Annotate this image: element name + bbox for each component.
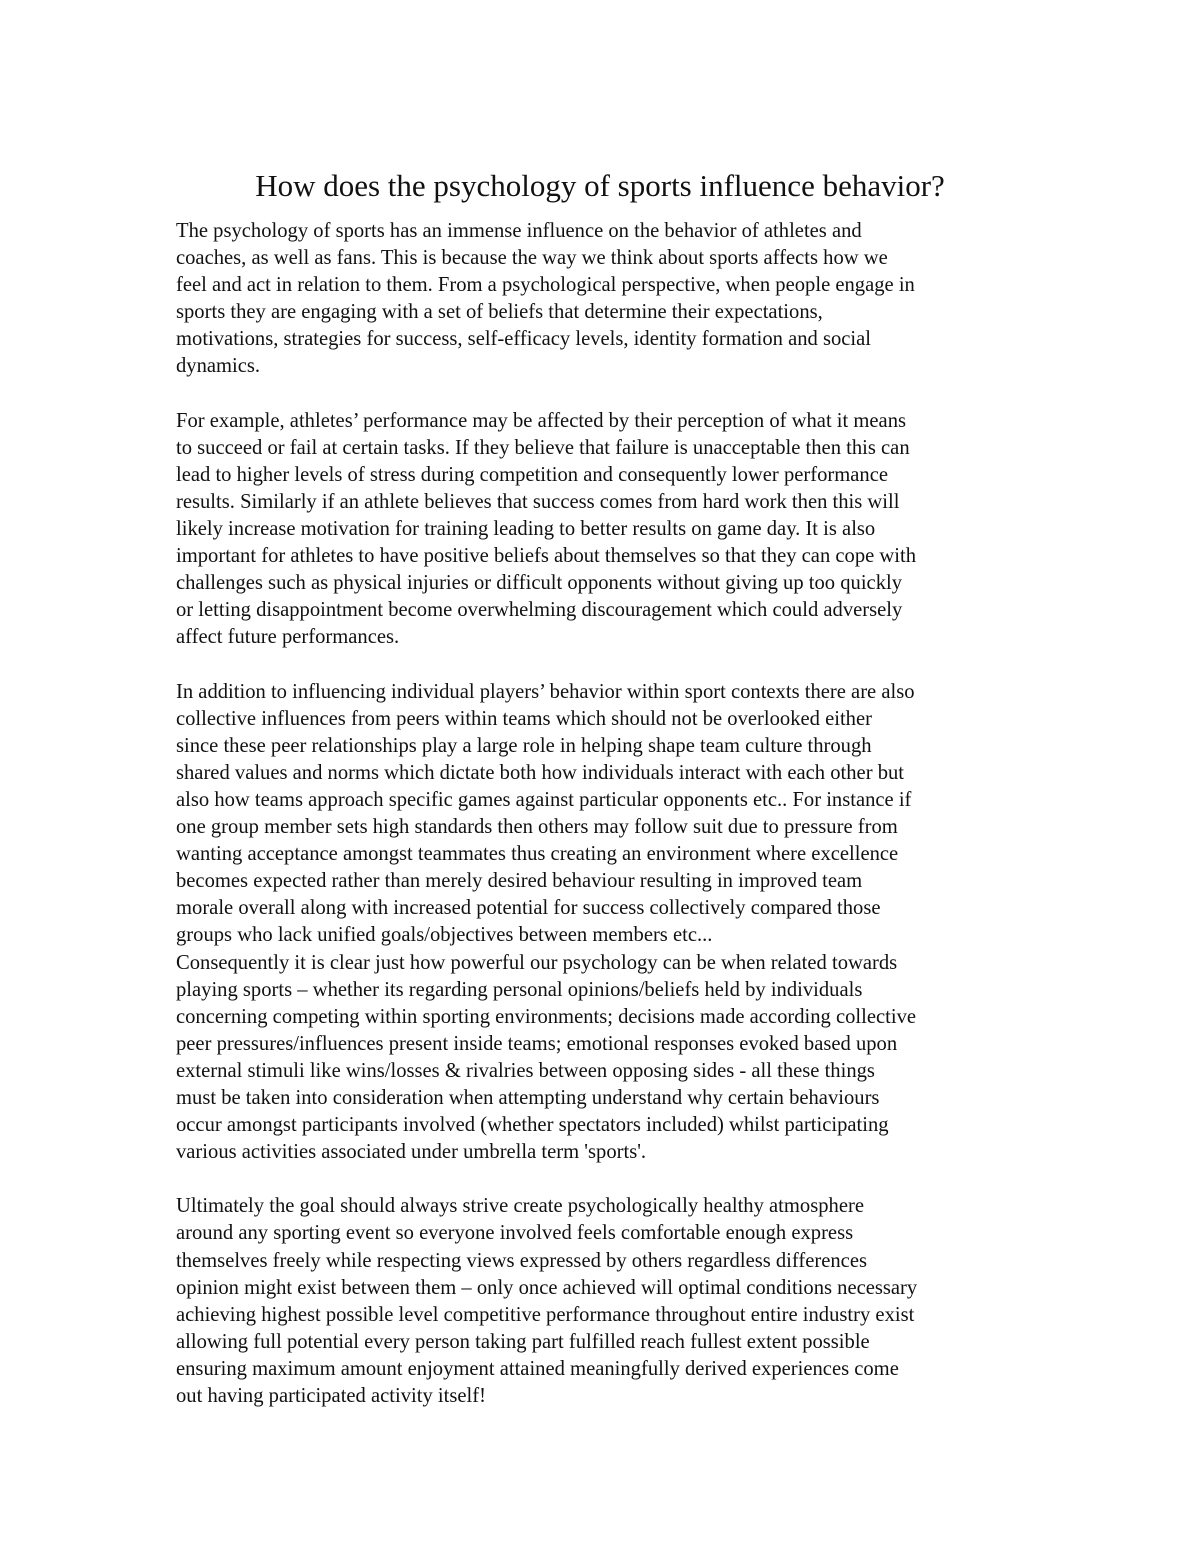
paragraph-example: For example, athletes’ performance may be affected by their perception of what it means to succeed or fail at certain tasks. If they believe that failure is unacceptable then this can lead to higher levels of stress during competition and consequently lower performance results. Similarly if an athlete believes that success comes from hard work then this will likely increase motivation for training leading to better results on game day. It is also important for athletes to have positive beliefs about themselves so that they can cope with challenges such as physical injuries or difficult opponents without giving up too quickly or letting disappointment become overwhelming discouragement which could adversely affect future performances. — [176, 409, 917, 649]
paragraph-collective: In addition to influencing individual players’ behavior within sport contexts there are also collective influences from peers within teams which should not be overlooked either since these peer relationships play a large role in helping shape team culture through shared values and norms which dictate both how individuals interact with each other but also how teams approach specific games against particular opponents etc.. For instance if one group member sets high standards then others may follow suit due to pressure from wanting acceptance amongst teammates thus creating an environment where excellence becomes expected rather than merely desired behaviour resulting in improved team morale overall along with increased potential for success collectively compared those groups who lack unified goals/objectives between members etc... — [176, 680, 915, 947]
paragraph-consequently: Consequently it is clear just how powerful our psychology can be when related towards playing sports – whether its regarding personal opinions/beliefs held by individuals concerning competing within sporting environments; decisions made according collective peer pressures/influences present inside teams; emotional responses evoked based upon external stimuli like wins/losses & rivalries between opposing sides - all these things must be taken into consideration when attempting understand why certain behaviours occur amongst participants involved (whether spectators included) whilst participating various activities associated under umbrella term 'sports'. — [176, 951, 917, 1164]
paragraph-ultimately: Ultimately the goal should always strive create psychologically healthy atmosphere around any sporting event so everyone involved feels comfortable enough express themselves freely while respecting views expressed by others regardless differences opinion might exist between them – only once achieved will optimal conditions necessary achieving highest possible level competitive performance throughout entire industry exist allowing full potential every person taking part fulfilled reach fullest extent possible ensuring maximum amount enjoyment attained meaningfully derived experiences come out having participated activity itself! — [176, 1195, 918, 1408]
document-title: How does the psychology of sports influence behavior? — [255, 168, 945, 203]
paragraph-intro: The psychology of sports has an immense influence on the behavior of athletes and coaches, as well as fans. This is because the way we think about sports affects how we feel and act in relation to them. From a psychological perspective, when people engage in sports they are engaging with a set of beliefs that determine their expectations, motivations, strategies for success, self-efficacy levels, identity formation and social dynamics. — [176, 220, 915, 378]
document-body — [176, 218, 1036, 1410]
paragraph-spacer — [176, 381, 1036, 408]
paragraph-spacer — [176, 1166, 1036, 1193]
paragraph-spacer — [176, 652, 1036, 679]
